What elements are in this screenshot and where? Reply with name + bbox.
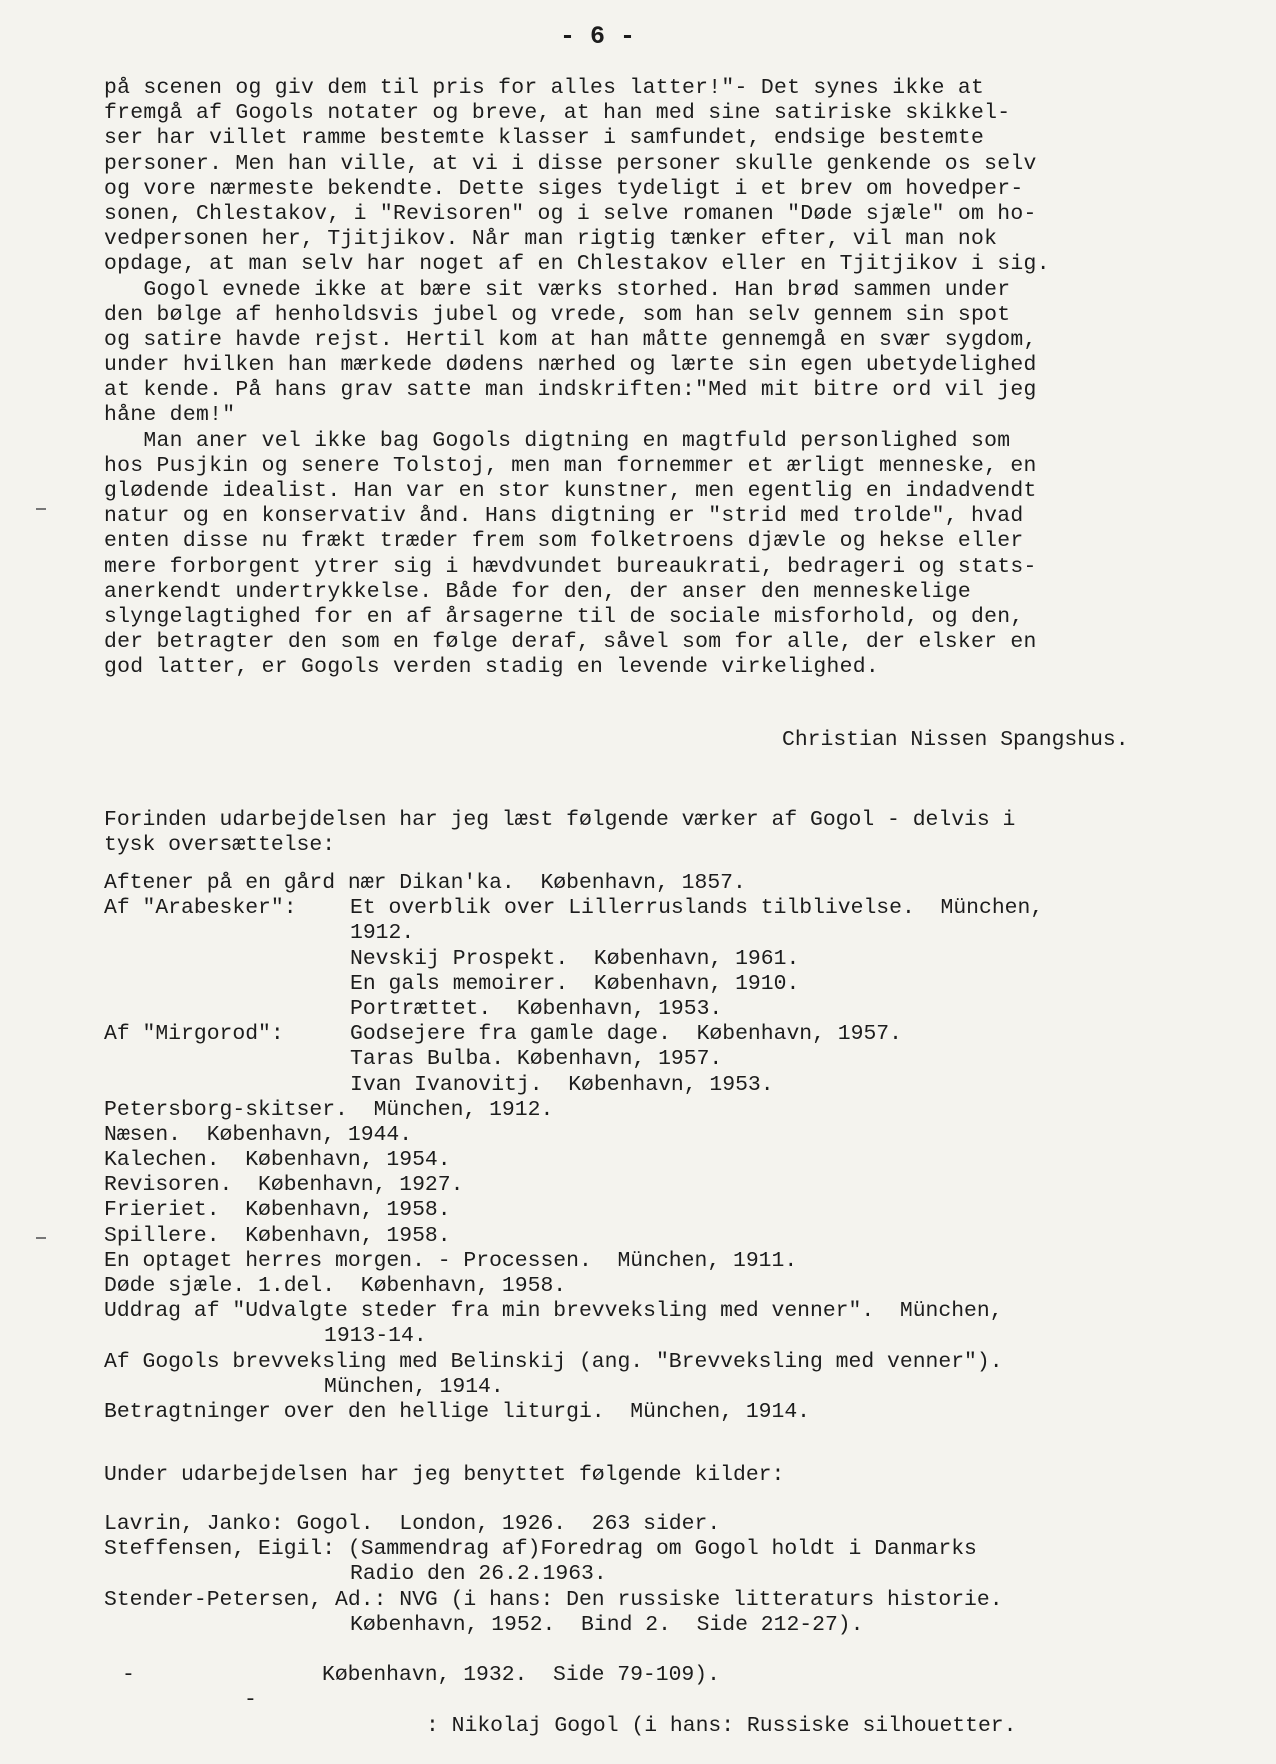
intro-line: tysk oversættelse: — [104, 833, 336, 858]
sources-heading-text: Under udarbejdelsen har jeg benyttet følgende kilder: — [104, 1463, 785, 1487]
text-line: natur og en konservativ ånd. Hans digtning er "strid med trolde", hvad — [104, 504, 1024, 529]
margin-mark — [36, 1237, 46, 1239]
work-item: Spillere. København, 1958. — [104, 1223, 451, 1248]
source-item: Steffensen, Eigil: (Sammendrag af)Foredrag om Gogol holdt i Danmarks — [104, 1537, 977, 1562]
work-item: Petersborg-skitser. München, 1912. — [104, 1097, 554, 1122]
text-line: håne dem!" — [104, 403, 236, 428]
text-line: sonen, Chlestakov, i "Revisoren" og i selve romanen "Døde sjæle" om ho- — [104, 201, 1037, 226]
source-item-continued: København, 1932. Side 79-109). — [322, 1663, 720, 1688]
work-item-continued: München, 1914. — [324, 1374, 504, 1399]
text-line: personer. Men han ville, at vi i disse personer skulle genkende os selv — [104, 151, 1037, 176]
work-title: Et overblik over Lillerruslands tilblivelse. München, — [350, 896, 1044, 921]
intro-line: Forinden udarbejdelsen har jeg læst følgende værker af Gogol - delvis i — [104, 808, 1016, 832]
sources-heading — [104, 1463, 1224, 1488]
text-line: der betragter den som en følge deraf, såvel som for alle, der elsker en — [104, 630, 1037, 655]
text-line: Man aner vel ikke bag Gogols digtning en magtfuld personlighed som — [104, 428, 1011, 453]
work-item-continued: 1912. — [350, 921, 415, 946]
text-line: glødende idealist. Han var en stor kunstner, men egentlig en indadvendt — [104, 479, 1037, 503]
arabesker-label: Af "Arabesker": — [104, 896, 297, 921]
text-line: den bølge af henholdsvis jubel og vrede, som han selv gennem sin spot — [104, 302, 1011, 327]
work-title: Godsejere fra gamle dage. København, 1957. — [350, 1022, 902, 1047]
work-item: Kalechen. København, 1954. — [104, 1148, 451, 1173]
signature: Christian Nissen Spangshus. — [782, 728, 1129, 752]
work-item-continued: 1913-14. — [324, 1324, 427, 1349]
text-line: enten disse nu frækt træder frem som folketroens djævle og hekse eller — [104, 529, 1024, 554]
work-item: Nevskij Prospekt. København, 1961. — [350, 946, 800, 971]
reading-list-intro — [104, 808, 1224, 858]
work-item — [104, 1022, 1224, 1047]
text-line: vedpersonen her, Tjitjikov. Når man rigtig tænker efter, vil man nok — [104, 227, 998, 252]
work-item: En gals memoirer. København, 1910. — [350, 971, 800, 996]
text-line: og vore nærmeste bekendte. Dette siges tydeligt i et brev om hovedper- — [104, 176, 1024, 201]
work-item: Betragtninger over den hellige liturgi. München, 1914. — [104, 1399, 811, 1424]
text-line: Gogol evnede ikke at bære sit værks storhed. Han brød sammen under — [104, 277, 1011, 302]
main-text — [104, 76, 1214, 681]
page-number: - 6 - — [560, 22, 636, 51]
work-item: Uddrag af "Udvalgte steder fra min brevveksling med venner". München, — [104, 1299, 1003, 1324]
work-item: Aftener på en gård nær Dikan'ka. København, 1857. — [104, 871, 746, 895]
work-item — [104, 896, 1224, 921]
text-line: ser har villet ramme bestemte klasser i samfundet, endsige bestemte — [104, 126, 985, 151]
work-item: Portrættet. København, 1953. — [350, 996, 723, 1021]
work-item: Taras Bulba. København, 1957. — [350, 1047, 723, 1072]
text-line: under hvilken han mærkede dødens nærhed og lærte sin egen ubetydelighed — [104, 353, 1037, 378]
work-item: Revisoren. København, 1927. — [104, 1173, 464, 1198]
text-line: god latter, er Gogols verden stadig en levende virkelighed. — [104, 655, 880, 680]
text-line: på scenen og giv dem til pris for alles latter!"- Det synes ikke at — [104, 76, 985, 100]
ditto-dash: - — [244, 1688, 257, 1713]
text-line: anerkendt undertrykkelse. Både for den, der anser den menneskelige — [104, 579, 972, 604]
source-title: : Nikolaj Gogol (i hans: Russiske silhouetter. — [426, 1713, 1017, 1738]
margin-mark — [36, 508, 46, 510]
work-item: En optaget herres morgen. - Processen. München, 1911. — [104, 1248, 798, 1273]
text-line: fremgå af Gogols notater og breve, at han med sine satiriske skikkel- — [104, 101, 1011, 126]
work-item: Døde sjæle. 1.del. København, 1958. — [104, 1274, 567, 1298]
work-item: Næsen. København, 1944. — [104, 1122, 413, 1147]
mirgorod-label: Af "Mirgorod": — [104, 1022, 284, 1047]
source-item: Lavrin, Janko: Gogol. London, 1926. 263 sider. — [104, 1512, 721, 1536]
text-line: opdage, at man selv har noget af en Chlestakov eller en Tjitjikov i sig. — [104, 252, 1050, 277]
text-line: mere forborgent ytrer sig i hævdvundet bureaukrati, bedrageri og stats- — [104, 554, 1037, 579]
work-item: Ivan Ivanovitj. København, 1953. — [350, 1072, 774, 1097]
text-line: og satire havde rejst. Hertil kom at han måtte gennemgå en svær sygdom, — [104, 327, 1037, 352]
source-item-continued: København, 1952. Bind 2. Side 212-27). — [350, 1612, 864, 1637]
work-item: Af Gogols brevveksling med Belinskij (ang. "Brevveksling med venner"). — [104, 1349, 1003, 1374]
source-item-continued: Radio den 26.2.1963. — [350, 1562, 607, 1587]
text-line: hos Pusjkin og senere Tolstoj, men man fornemmer et ærligt menneske, en — [104, 453, 1037, 478]
text-line: at kende. På hans grav satte man indskriften:"Med mit bitre ord vil jeg — [104, 378, 1037, 403]
text-line: slyngelagtighed for en af årsagerne til de sociale misforhold, og den, — [104, 604, 1024, 629]
sources-list — [104, 1512, 1224, 1738]
source-item: Stender-Petersen, Ad.: NVG (i hans: Den russiske litteraturs historie. — [104, 1587, 1003, 1612]
ditto-dash: - — [122, 1663, 135, 1688]
work-item: Frieriet. København, 1958. — [104, 1198, 451, 1223]
works-list — [104, 871, 1224, 1425]
